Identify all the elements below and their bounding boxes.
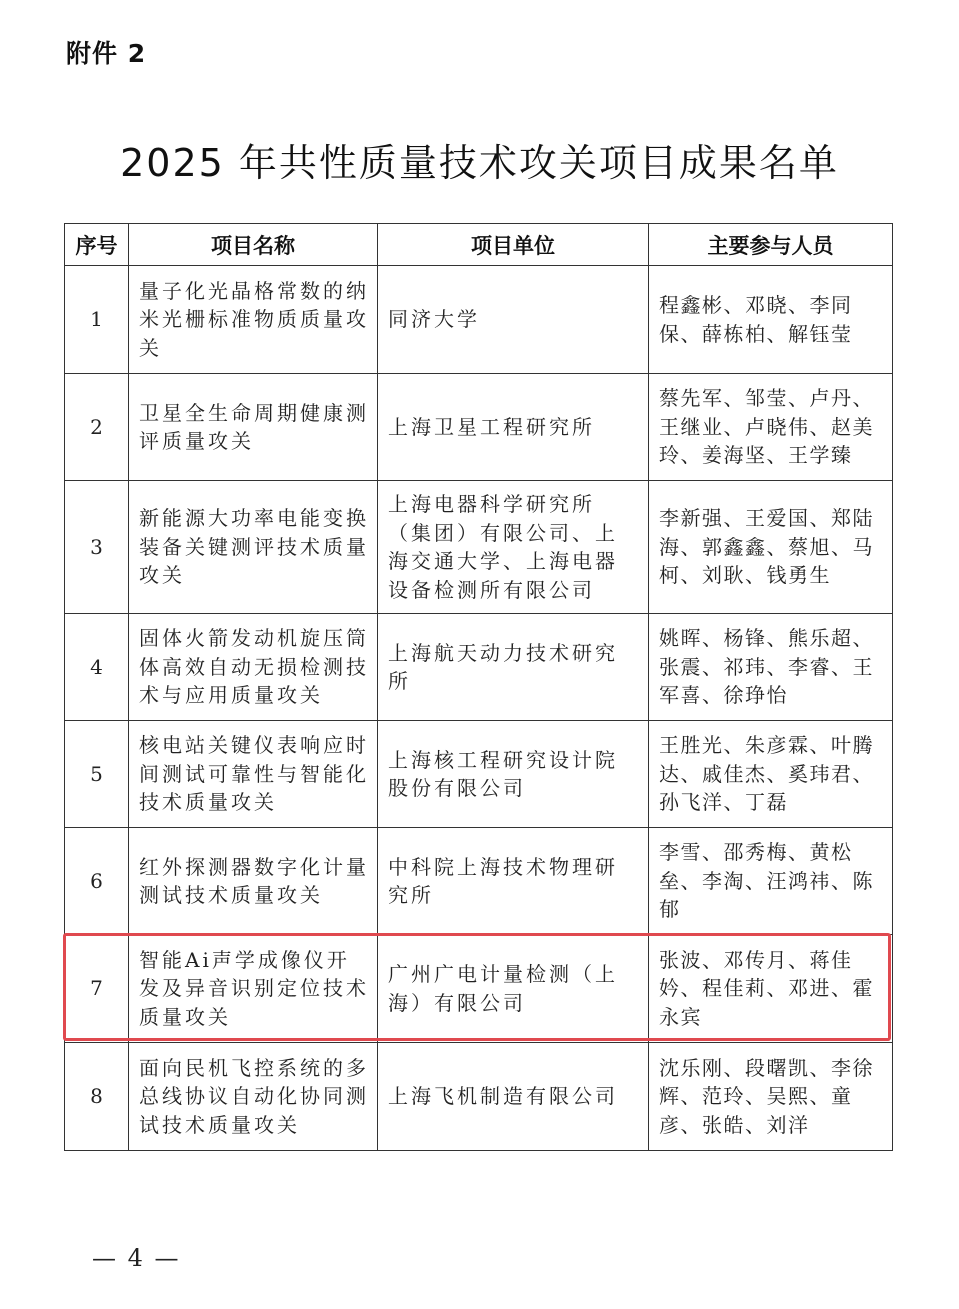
header-project-name: 项目名称 — [129, 224, 378, 266]
row-project-unit: 上海核工程研究设计院股份有限公司 — [378, 721, 649, 828]
header-project-unit: 项目单位 — [378, 224, 649, 266]
row-participants: 沈乐刚、段曙凯、李徐辉、范玲、吴熙、童彦、张皓、刘洋 — [649, 1043, 893, 1151]
row-project-name: 智能Ai声学成像仪开发及异音识别定位技术质量攻关 — [129, 935, 378, 1043]
table-row — [65, 1043, 893, 1151]
table-row — [65, 266, 893, 374]
row-participants: 李雪、邵秀梅、黄松垒、李淘、汪鸿祎、陈郁 — [649, 828, 893, 935]
row-participants: 张波、邓传月、蒋佳妗、程佳莉、邓进、霍永宾 — [649, 935, 893, 1043]
row-participants: 蔡先军、邹莹、卢丹、王继业、卢晓伟、赵美玲、姜海坚、王学臻 — [649, 374, 893, 481]
table-row — [65, 481, 893, 614]
attachment-label: 附件 2 — [66, 39, 147, 68]
row-project-name: 核电站关键仪表响应时间测试可靠性与智能化技术质量攻关 — [129, 721, 378, 828]
row-project-unit: 上海飞机制造有限公司 — [378, 1043, 649, 1151]
header-no: 序号 — [65, 224, 129, 266]
table-row — [65, 935, 893, 1043]
row-participants: 姚晖、杨锋、熊乐超、张震、祁玮、李睿、王军喜、徐琤怡 — [649, 614, 893, 721]
row-project-name: 固体火箭发动机旋压筒体高效自动无损检测技术与应用质量攻关 — [129, 614, 378, 721]
row-project-name: 卫星全生命周期健康测评质量攻关 — [129, 374, 378, 481]
row-project-unit: 中科院上海技术物理研究所 — [378, 828, 649, 935]
table-header-row — [65, 224, 893, 266]
row-project-name: 量子化光晶格常数的纳米光栅标准物质质量攻关 — [129, 266, 378, 374]
row-project-name: 面向民机飞控系统的多总线协议自动化协同测试技术质量攻关 — [129, 1043, 378, 1151]
row-project-unit: 上海卫星工程研究所 — [378, 374, 649, 481]
header-participants: 主要参与人员 — [649, 224, 893, 266]
row-participants: 李新强、王爱国、郑陆海、郭鑫鑫、蔡旭、马柯、刘耿、钱勇生 — [649, 481, 893, 614]
row-no: 6 — [65, 828, 129, 935]
row-participants: 王胜光、朱彦霖、叶腾达、戚佳杰、奚玮君、孙飞洋、丁磊 — [649, 721, 893, 828]
table-row — [65, 721, 893, 828]
row-no: 8 — [65, 1043, 129, 1151]
results-table — [64, 223, 893, 1151]
row-project-unit: 同济大学 — [378, 266, 649, 374]
page-number: — 4 — — [92, 1244, 181, 1272]
row-project-unit: 上海电器科学研究所（集团）有限公司、上海交通大学、上海电器设备检测所有限公司 — [378, 481, 649, 614]
row-project-name: 新能源大功率电能变换装备关键测评技术质量攻关 — [129, 481, 378, 614]
row-no: 7 — [65, 935, 129, 1043]
table-row — [65, 828, 893, 935]
row-no: 1 — [65, 266, 129, 374]
row-no: 4 — [65, 614, 129, 721]
table-row — [65, 374, 893, 481]
row-project-unit: 广州广电计量检测（上海）有限公司 — [378, 935, 649, 1043]
document-title: 2025 年共性质量技术攻关项目成果名单 — [120, 141, 839, 185]
row-no: 3 — [65, 481, 129, 614]
table-row — [65, 614, 893, 721]
row-no: 2 — [65, 374, 129, 481]
row-project-name: 红外探测器数字化计量测试技术质量攻关 — [129, 828, 378, 935]
row-no: 5 — [65, 721, 129, 828]
row-participants: 程鑫彬、邓晓、李同保、薛栋柏、解钰莹 — [649, 266, 893, 374]
row-project-unit: 上海航天动力技术研究所 — [378, 614, 649, 721]
